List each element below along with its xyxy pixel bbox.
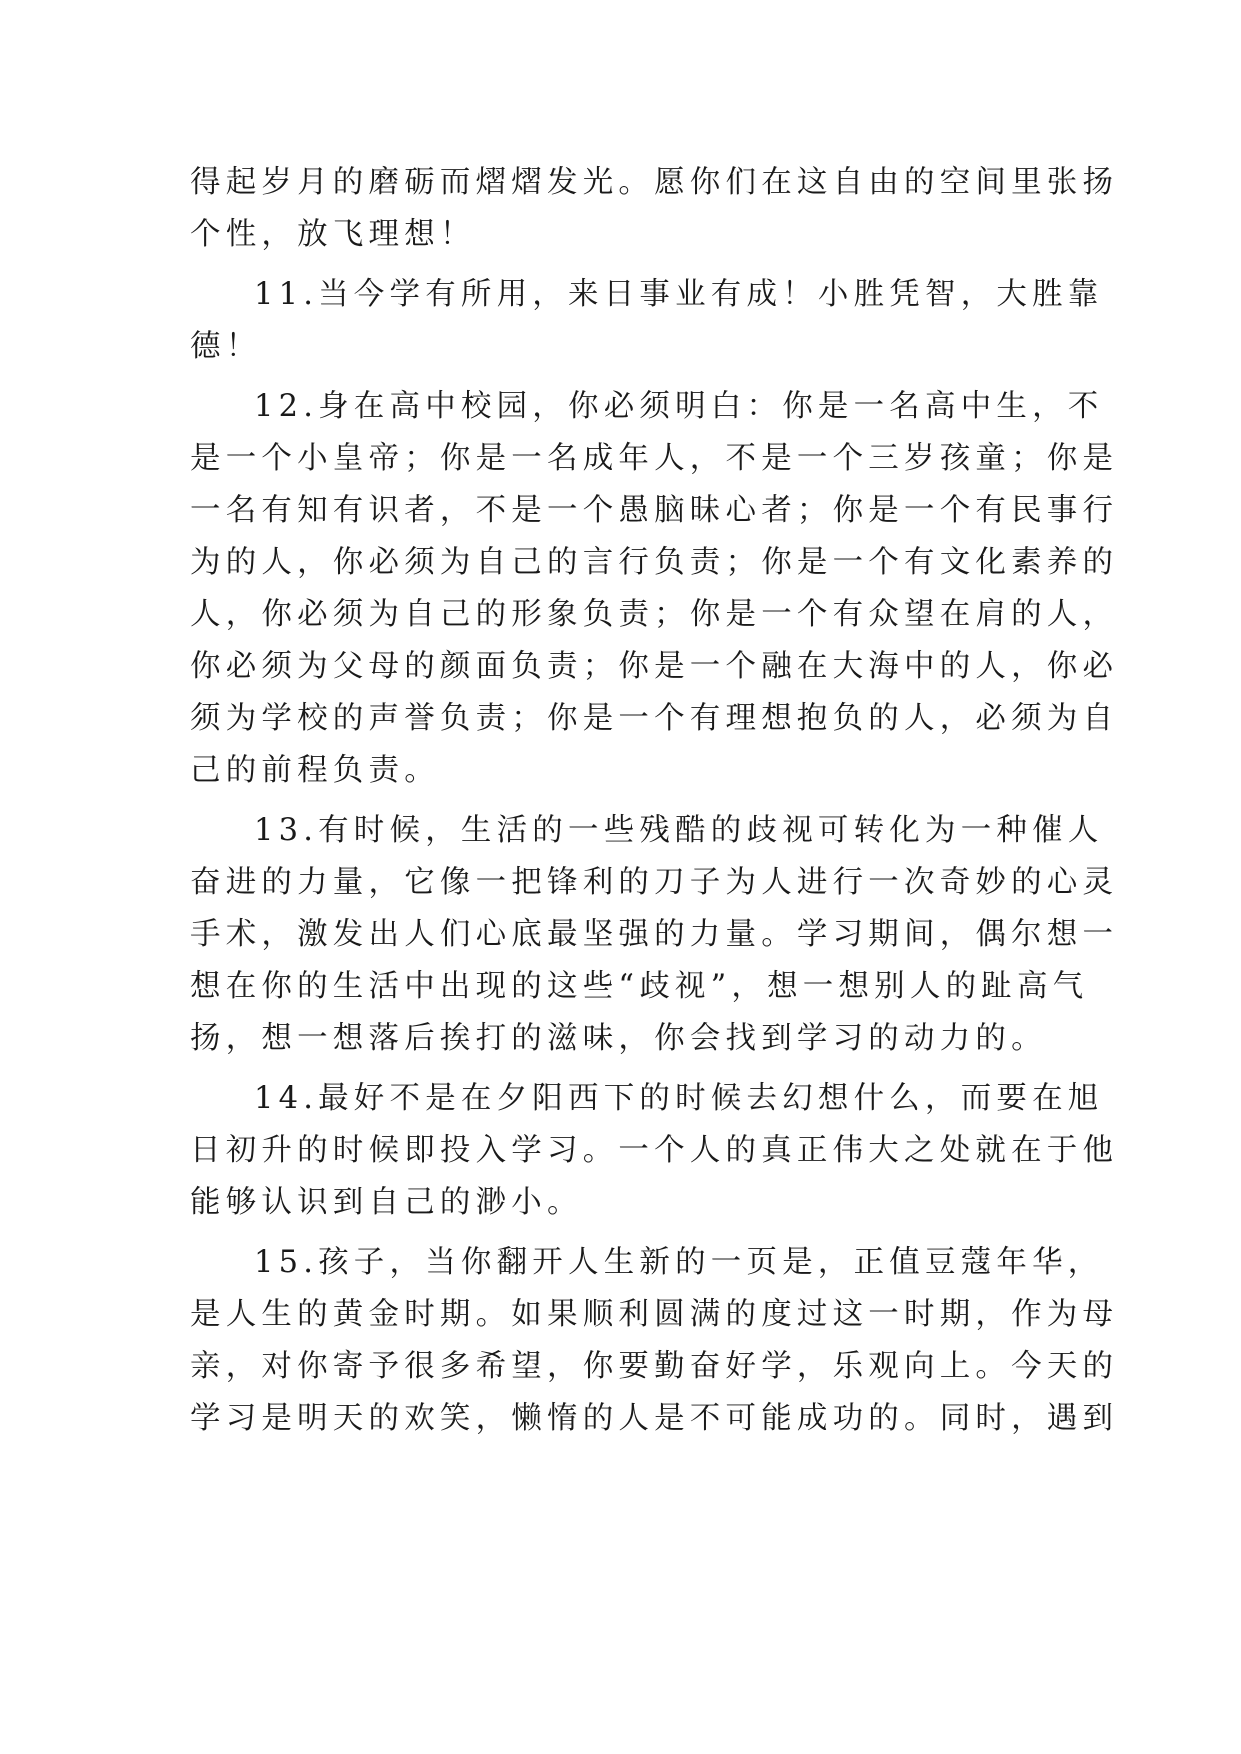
text-line: 想在你的生活中出现的这些“歧视”，想一想别人的趾高气 <box>190 969 1089 1004</box>
text-line: 能够认识到自己的渺小。 <box>190 1185 583 1220</box>
text-line: 11.当今学有所用，来日事业有成！小胜凭智，大胜靠 <box>254 277 1104 312</box>
text-line: 须为学校的声誉负责；你是一个有理想抱负的人，必须为自 <box>190 701 1119 736</box>
text-line: 是人生的黄金时期。如果顺利圆满的度过这一时期，作为母 <box>190 1297 1119 1332</box>
paragraph-14 <box>190 1073 1119 1229</box>
text-line: 是一个小皇帝；你是一名成年人，不是一个三岁孩童；你是 <box>190 441 1119 476</box>
text-line: 个性，放飞理想！ <box>190 217 476 252</box>
text-line: 为的人，你必须为自己的言行负责；你是一个有文化素养的 <box>190 545 1119 580</box>
text-line: 己的前程负责。 <box>190 753 440 788</box>
text-line: 15.孩子，当你翻开人生新的一页是，正值豆蔻年华， <box>254 1245 1104 1280</box>
text-line: 12.身在高中校园，你必须明白：你是一名高中生，不 <box>254 389 1104 424</box>
text-line: 学习是明天的欢笑，懒惰的人是不可能成功的。同时，遇到 <box>190 1401 1119 1436</box>
text-line: 人，你必须为自己的形象负责；你是一个有众望在肩的人， <box>190 597 1119 632</box>
text-line: 13.有时候，生活的一些残酷的歧视可转化为一种催人 <box>254 813 1104 848</box>
text-line: 一名有知有识者，不是一个愚脑昧心者；你是一个有民事行 <box>190 493 1119 528</box>
paragraph-12 <box>190 381 1119 797</box>
text-line: 手术，激发出人们心底最坚强的力量。学习期间，偶尔想一 <box>190 917 1119 952</box>
text-line: 亲，对你寄予很多希望，你要勤奋好学，乐观向上。今天的 <box>190 1349 1119 1384</box>
text-line: 14.最好不是在夕阳西下的时候去幻想什么，而要在旭 <box>254 1081 1104 1116</box>
text-line: 得起岁月的磨砺而熠熠发光。愿你们在这自由的空间里张扬 <box>190 165 1119 200</box>
paragraph-15 <box>190 1237 1119 1445</box>
text-line: 扬，想一想落后挨打的滋味，你会找到学习的动力的。 <box>190 1021 1047 1056</box>
paragraph-11 <box>190 269 1104 373</box>
paragraph-continuation <box>190 157 1119 261</box>
text-line: 你必须为父母的颜面负责；你是一个融在大海中的人，你必 <box>190 649 1119 684</box>
text-line: 日初升的时候即投入学习。一个人的真正伟大之处就在于他 <box>190 1133 1119 1168</box>
text-line: 德！ <box>190 329 262 364</box>
paragraph-13 <box>190 805 1119 1065</box>
text-line: 奋进的力量，它像一把锋利的刀子为人进行一次奇妙的心灵 <box>190 865 1119 900</box>
document-body <box>190 157 1119 1453</box>
